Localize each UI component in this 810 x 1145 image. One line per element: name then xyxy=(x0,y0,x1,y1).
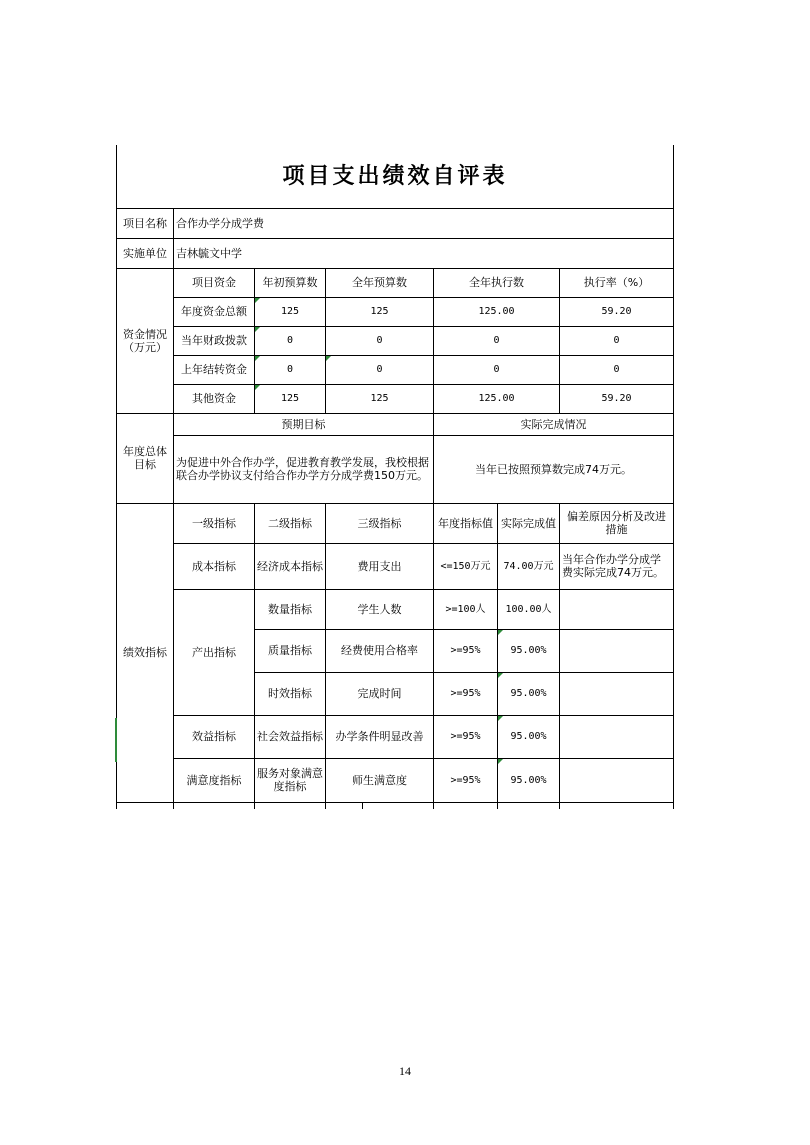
funds-header-cell: 项目资金 xyxy=(174,268,255,297)
funds-cell: 0 xyxy=(255,326,326,355)
level2-cell: 社会效益指标 xyxy=(255,715,326,758)
unit-value: 吉林毓文中学 xyxy=(174,238,674,268)
target-value: >=95% xyxy=(434,629,498,672)
actual-value: 95.00% xyxy=(498,672,560,715)
funds-row-label: 上年结转资金 xyxy=(174,355,255,384)
funds-header-cell: 全年执行数 xyxy=(434,268,560,297)
level1-satisfaction: 满意度指标 xyxy=(174,758,255,802)
grid-stub xyxy=(174,802,255,809)
deviation-note xyxy=(560,672,674,715)
target-value: >=100人 xyxy=(434,589,498,629)
grid-stub xyxy=(498,802,560,809)
indicator-header: 偏差原因分析及改进措施 xyxy=(560,503,674,543)
target-value: >=95% xyxy=(434,672,498,715)
actual-value: 95.00% xyxy=(498,629,560,672)
funds-row-label: 年度资金总额 xyxy=(174,297,255,326)
funds-cell: 0 xyxy=(255,355,326,384)
selection-marker xyxy=(115,718,117,762)
funds-cell: 59.20 xyxy=(560,297,674,326)
funds-cell: 0 xyxy=(326,355,434,384)
level3-cell: 经费使用合格率 xyxy=(326,629,434,672)
page-title: 项目支出绩效自评表 xyxy=(117,145,674,208)
deviation-note xyxy=(560,589,674,629)
funds-cell: 0 xyxy=(326,326,434,355)
deviation-note xyxy=(560,715,674,758)
level2-cell: 经济成本指标 xyxy=(255,543,326,589)
grid-stub xyxy=(117,802,174,809)
funds-cell: 125 xyxy=(255,297,326,326)
funds-cell: 125.00 xyxy=(434,297,560,326)
deviation-note: 当年合作办学分成学费实际完成74万元。 xyxy=(560,543,674,589)
level3-cell: 费用支出 xyxy=(326,543,434,589)
grid-stub xyxy=(434,802,498,809)
goal-section-label: 年度总体 目标 xyxy=(117,413,174,503)
funds-row-label: 当年财政拨款 xyxy=(174,326,255,355)
target-value: >=95% xyxy=(434,758,498,802)
level3-cell: 办学条件明显改善 xyxy=(326,715,434,758)
level2-cell: 服务对象满意度指标 xyxy=(255,758,326,802)
grid-stub xyxy=(363,802,434,809)
performance-section-label: 绩效指标 xyxy=(117,503,174,802)
level2-cell: 数量指标 xyxy=(255,589,326,629)
unit-label: 实施单位 xyxy=(117,238,174,268)
level1-output: 产出指标 xyxy=(174,589,255,715)
funds-cell: 125 xyxy=(326,384,434,413)
funds-header-cell: 年初预算数 xyxy=(255,268,326,297)
grid-stub xyxy=(326,802,363,809)
level2-cell: 时效指标 xyxy=(255,672,326,715)
page-number: 14 xyxy=(399,1064,411,1078)
target-value: >=95% xyxy=(434,715,498,758)
actual-result-header: 实际完成情况 xyxy=(434,413,674,435)
funds-header-cell: 全年预算数 xyxy=(326,268,434,297)
funds-row-label: 其他资金 xyxy=(174,384,255,413)
self-evaluation-table xyxy=(116,145,674,809)
level1-cost: 成本指标 xyxy=(174,543,255,589)
funds-cell: 125 xyxy=(326,297,434,326)
funds-cell: 0 xyxy=(434,355,560,384)
indicator-header: 年度指标值 xyxy=(434,503,498,543)
deviation-note xyxy=(560,758,674,802)
funds-cell: 0 xyxy=(560,355,674,384)
indicator-header: 一级指标 xyxy=(174,503,255,543)
grid-stub xyxy=(560,802,674,809)
level2-cell: 质量指标 xyxy=(255,629,326,672)
funds-cell: 125.00 xyxy=(434,384,560,413)
project-name-label: 项目名称 xyxy=(117,208,174,238)
actual-result-text: 当年已按照预算数完成74万元。 xyxy=(434,435,674,503)
grid-stub xyxy=(255,802,326,809)
level3-cell: 完成时间 xyxy=(326,672,434,715)
actual-value: 74.00万元 xyxy=(498,543,560,589)
funds-cell: 59.20 xyxy=(560,384,674,413)
level3-cell: 学生人数 xyxy=(326,589,434,629)
funds-header-cell: 执行率（%） xyxy=(560,268,674,297)
actual-value: 95.00% xyxy=(498,715,560,758)
actual-value: 95.00% xyxy=(498,758,560,802)
target-value: <=150万元 xyxy=(434,543,498,589)
funds-section-label: 资金情况 （万元） xyxy=(117,268,174,413)
level3-cell: 师生满意度 xyxy=(326,758,434,802)
indicator-header: 二级指标 xyxy=(255,503,326,543)
funds-cell: 125 xyxy=(255,384,326,413)
deviation-note xyxy=(560,629,674,672)
project-name-value: 合作办学分成学费 xyxy=(174,208,674,238)
actual-value: 100.00人 xyxy=(498,589,560,629)
expected-goal-header: 预期目标 xyxy=(174,413,434,435)
funds-cell: 0 xyxy=(560,326,674,355)
indicator-header: 三级指标 xyxy=(326,503,434,543)
level1-benefit: 效益指标 xyxy=(174,715,255,758)
indicator-header: 实际完成值 xyxy=(498,503,560,543)
expected-goal-text: 为促进中外合作办学，促进教育教学发展，我校根据联合办学协议支付给合作办学方分成学费150万元。 xyxy=(174,435,434,503)
funds-cell: 0 xyxy=(434,326,560,355)
